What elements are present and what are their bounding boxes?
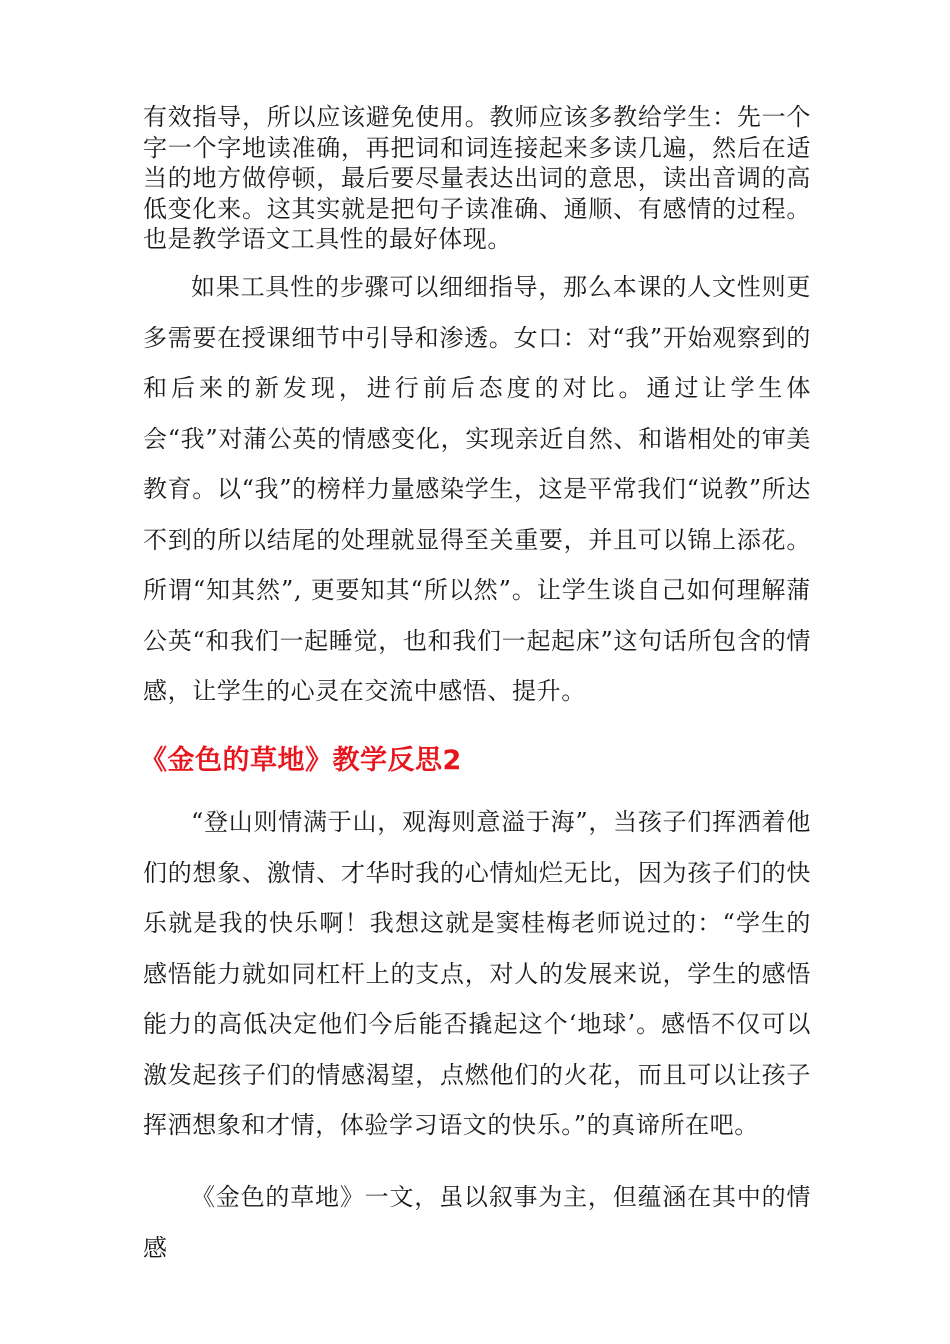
section-heading: 《金色的草地》教学反思2 <box>140 745 462 776</box>
paragraph-humanistic: 如果工具性的步骤可以细细指导，那么本课的人文性则更多需要在授课细节中引导和渗透。女口：对“我”开始观察到的和后来的新发现，进行前后态度的对比。通过让学生体会“我”对蒲公英的情感变化，实现亲近自然、和谐相处的审美教育。以“我”的榜样力量感染学生，这是平常我们“说教”所达不到的所以结尾的处理就显得至关重要，并且可以锦上添花。所谓“知其然”, 更要知其“所以然”。让学生谈自己如何理解蒲公英“和我们一起睡觉，也和我们一起起床”这句话所包含的情感，让学生的心灵在交流中感悟、提升。 <box>143 273 811 705</box>
paragraph-reflection-intro: “登山则情满于山，观海则意溢于海”，当孩子们挥洒着他们的想象、激情、才华时我的心情灿烂无比，因为孩子们的快乐就是我的快乐啊！我想这就是窦桂梅老师说过的：“学生的感悟能力就如同杠杆上的支点，对人的发展来说，学生的感悟能力的高低决定他们今后能否撬起这个‘地球’。感悟不仅可以激发起孩子们的情感渴望，点燃他们的火花，而且可以让孩子挥洒想象和才情，体验学习语文的快乐。”的真谛所在吧。 <box>143 808 811 1139</box>
paragraph-reflection-body: 《金色的草地》一文，虽以叙事为主，但蕴涵在其中的情感 <box>143 1183 811 1262</box>
paragraph-continuation: 有效指导，所以应该避免使用。教师应该多教给学生：先一个字一个字地读准确，再把词和词连接起来多读几遍，然后在适当的地方做停顿，最后要尽量表达出词的意思，读出音调的高低变化来。这其实就是把句子读准确、通顺、有感情的过程。也是教学语文工具性的最好体现。 <box>143 103 811 253</box>
